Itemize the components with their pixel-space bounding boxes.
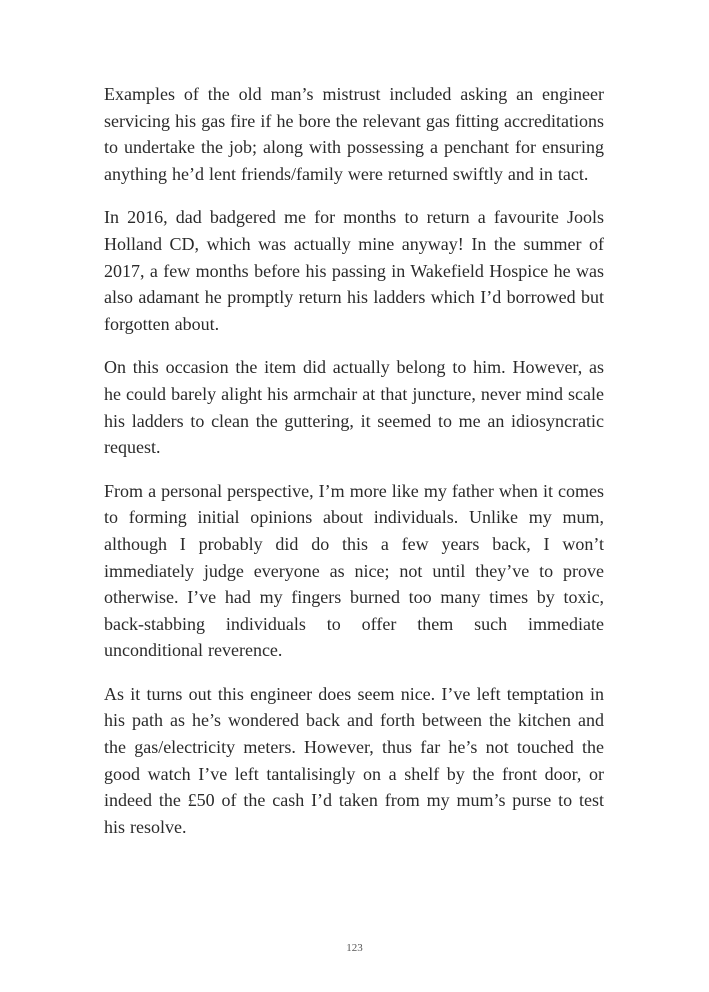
paragraph-5: As it turns out this engineer does seem nice. I’ve left temptation in his path as he’s wondered back and forth between the kitchen and the gas/electricity meters. However, thus far he’s not touched the good watch I’ve left tantalisingly on a shelf by the front door, or indeed the £50 of the cash I’d taken from my mum’s purse to test his resolve. [104,683,604,837]
page-number: 123 [346,942,363,954]
paragraph-2: In 2016, dad badgered me for months to return a favourite Jools Holland CD, which was actually mine anyway! In the summer of 2017, a few months before his passing in Wakefield Hospice he was also adamant he promptly return his ladders which I’d borrowed but forgotten about. [104,207,604,334]
paragraph-1: Examples of the old man’s mistrust included asking an engineer servicing his gas fire if he bore the relevant gas fitting accreditations to undertake the job; along with possessing a penchant for ensuring anything he’d lent friends/family were returned swiftly and in tact. [104,84,604,184]
paragraph-3: On this occasion the item did actually belong to him. However, as he could barely alight his armchair at that juncture, never mind scale his ladders to clean the guttering, it seemed to me an idiosyncratic request. [104,357,604,458]
paragraph-4: From a personal perspective, I’m more like my father when it comes to forming initial opinions about individuals. Unlike my mum, although I probably did do this a few years back, I won’t immediately judge everyone as nice; not until they’ve to prove otherwise. I’ve had my fingers burned too many times by toxic, back-stabbing individuals to offer them such immediate unconditional reverence. [104,480,604,661]
body-text [104,81,604,857]
